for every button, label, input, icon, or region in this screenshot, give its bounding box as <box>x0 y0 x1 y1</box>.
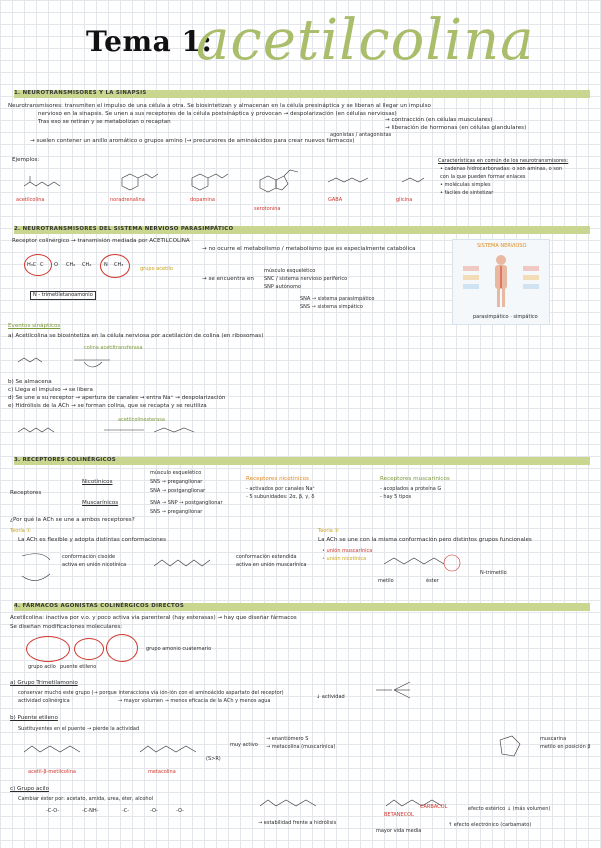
t2-label: N-trimetilo <box>480 570 507 576</box>
acyl-group: -C-NH- <box>82 808 99 814</box>
right-label: muscarina <box>540 736 567 742</box>
receptores-label: Receptores <box>10 490 42 496</box>
conf-text: activa en unión nicotínica <box>62 562 127 568</box>
question: ¿Por qué la ACh se une a ambos receptores? <box>10 517 135 523</box>
target-item: SNS → preganglionar <box>150 509 203 515</box>
acyl-group: -O- <box>150 808 158 814</box>
atom-label: O <box>54 262 58 268</box>
bridge-circle <box>74 638 104 660</box>
text-line: → enantiómero S <box>266 736 309 742</box>
note: efecto estérico ↓ (más volumen) <box>468 806 551 812</box>
muscarinicos-label: Muscarínicos <box>82 500 119 506</box>
hydrolysis-sketch <box>14 420 244 442</box>
cisoid-structure <box>12 546 62 592</box>
enzyme-label: acetilcolinesterasa <box>118 417 165 423</box>
text-line: c) Llega el impulso → se libera <box>8 387 93 393</box>
atom-label: CH₂ <box>82 262 92 268</box>
drug-label: BETANECOL <box>384 812 414 818</box>
section-heading: 3. RECEPTORES COLINÉRGICOS <box>14 457 116 463</box>
mol-label: metacolina <box>148 769 176 775</box>
target-item: SNA → SNP → postganglionar <box>150 500 223 506</box>
example-label: glicina <box>396 197 413 203</box>
text-line: Sustituyentes en el puente → pierde la actividad <box>18 726 140 732</box>
text-line: La ACh es flexible y adopta distintas conformaciones <box>18 537 166 543</box>
text-line: Tras eso se retiran y se metabolizan o recaptan <box>38 119 171 125</box>
example-label: noradrenalina <box>110 197 145 203</box>
section-heading: 4. FÁRMACOS AGONISTAS COLINÉRGICOS DIRECTOS <box>14 603 185 609</box>
note: → estabilidad frente a hidrólisis <box>258 820 337 826</box>
section-heading: 2. NEUROTRANSMISORES DEL SISTEMA NERVIOSO PARASIMPÁTICO <box>14 226 234 232</box>
structures-row <box>10 166 430 206</box>
mol-label: acetil-β-metilcolina <box>28 769 76 775</box>
examples-label: Ejemplos: <box>12 157 40 163</box>
subsection-heading: b) Puente etileno <box>10 715 58 721</box>
nic-item: - 5 subunidades: 2α, β, γ, δ <box>246 494 315 500</box>
muscarine-ring <box>486 730 536 766</box>
right-item: • fáciles de sintetizar <box>440 190 494 196</box>
mus-item: - hay 5 tipos <box>380 494 412 500</box>
text-line: Neurotransmisores: transmiten el impulso de una célula a otra. Se biosintetizan y almacenan en la célula presináptica y se liberan al llegar un impulso <box>8 103 431 109</box>
mus-item: - acoplados a proteína G <box>380 486 442 492</box>
group-label: grupo amonio cuaternario <box>146 646 212 652</box>
acyl-group: -C-O- <box>46 808 60 814</box>
right-item: con la que pueden formar enlaces <box>440 174 526 180</box>
subsection-heading: Eventos sinápticos <box>8 323 61 329</box>
text-line: SNA → sistema parasimpático <box>300 296 375 302</box>
right-label: metilo en posición β <box>540 744 591 750</box>
reaction-sketch <box>14 350 134 374</box>
t2-item: • unión muscarínica <box>322 548 373 554</box>
text-line: SNS → sistema simpático <box>300 304 363 310</box>
atom-label: CH₃ <box>114 262 124 268</box>
text-line: → suelen contener un anillo aromático o grupos amino (→ precursores de aminoácidos para crear nuevos fármacos) <box>30 138 355 144</box>
text-line: conservar mucho este grupo (→ porque interacciona vía ión-ión con el aminoácido aspartato del receptor) <box>18 690 284 696</box>
atom-label: C <box>40 262 44 268</box>
conf-text: activa en unión muscarínica <box>236 562 307 568</box>
text-line: Se diseñan modificaciones moleculares: <box>10 624 123 630</box>
text-line: ↓ actividad <box>316 694 345 700</box>
right-item: • cadenas hidrocarbonadas: o son aminas, o son <box>440 166 563 172</box>
text-line: Cambiar éster por: acetato, amida, urea, éter, alcohol <box>18 796 154 802</box>
right-item: • moléculas simples <box>440 182 491 188</box>
acyl-group: -O- <box>176 808 184 814</box>
conf-text: conformación extendida <box>236 554 297 560</box>
teoria-label: Teoría ① <box>10 528 31 534</box>
note: ↑ efecto electrónico (carbamato) <box>448 822 532 828</box>
example-label: serotonina <box>254 206 281 212</box>
teoria-label: Teoría ② <box>318 528 339 534</box>
text-line: Receptor colinérgico → transmisión mediada por ACETILCOLINA <box>12 238 190 244</box>
text-line: → metacolina (muscarínica) <box>266 744 336 750</box>
amonium-structure <box>370 676 440 706</box>
note: mayor vida media <box>376 828 422 834</box>
text-line: muy activo <box>230 742 258 748</box>
text-line: nervioso en la sinapsis. Se unen a sus receptores de la célula postsináptica y provocan → despolarización (en células nerviosas) <box>38 111 397 117</box>
text-line: Acetilcolina: inactiva por v.o. y poco activa vía parenteral (hay esterasas) → hay que diseñar fármacos <box>10 615 297 621</box>
text-line: La ACh se une con la misma conformación pero distintos grupos funcionales <box>318 537 532 543</box>
infographic-title: SISTEMA NERVIOSO <box>477 243 527 249</box>
text-line: actividad colinérgica <box>18 698 70 704</box>
right-title: Características en común de los neurotransmisores: <box>438 158 569 164</box>
example-label: GABA <box>328 197 343 203</box>
text-line: → se encuentra en <box>202 276 254 282</box>
atom-label: N <box>104 262 108 268</box>
text-line: a) Acetilcolina se biosintetiza en la célula nerviosa por acetilación de colina (en ribosomas) <box>8 333 264 339</box>
drug-label: CARBACOL <box>420 804 448 810</box>
conf-text: conformación cisoide <box>62 554 116 560</box>
group-label: puente etileno <box>60 664 97 670</box>
enzyme-label: colina acetiltransferasa <box>84 345 143 351</box>
subsection-heading: c) Grupo acilo <box>10 786 50 792</box>
n-label-box: N - trimetiletanoamonio <box>30 291 96 300</box>
text-line: → mayor volumen → menos eficacia de la ACh y menos agua <box>118 698 271 704</box>
text-line: b) Se almacena <box>8 379 52 385</box>
text-line: SNC / sistema nervioso periférico <box>264 276 348 282</box>
tema-title: Tema 1: <box>86 25 213 58</box>
text-line: d) Se une a su receptor → apertura de canales → entra Na⁺ → despolarización <box>8 395 226 401</box>
target-item: SNS → preganglionar <box>150 479 203 485</box>
t2-label: éster <box>426 578 439 584</box>
text-line: → liberación de hormonas (en células glandulares) <box>385 125 527 131</box>
atom-label: CH₂ <box>66 262 76 268</box>
text-line: → no ocurre el metabolismo / metabolismo que es especialmente catabólica <box>202 246 416 252</box>
subsection-heading: a) Grupo Trimetilamonio <box>10 680 78 686</box>
extended-structure <box>150 552 230 574</box>
target-item: músculo esquelético <box>150 470 202 476</box>
section-heading: 1. NEUROTRANSMISORES Y LA SINAPSIS <box>14 90 147 96</box>
acyl-circle <box>26 636 70 662</box>
example-label: acetilcolina <box>16 197 45 203</box>
text-line: SNP autónomo <box>264 284 301 290</box>
metacoline-structures <box>20 734 220 766</box>
group-label: grupo acetilo <box>140 266 173 272</box>
group-label: grupo acilo <box>28 664 56 670</box>
main-title: acetilcolina <box>196 8 535 73</box>
amine-circle <box>106 634 138 662</box>
text-line: e) Hidrólisis de la ACh → se forman colina, que se recapta y se reutiliza <box>8 403 207 409</box>
mus-title: Receptores muscarínicos <box>380 476 450 482</box>
body-figure-icon <box>457 252 545 312</box>
atom-label: H₃C <box>27 262 37 268</box>
text-line: músculo esquelético <box>264 268 316 274</box>
nic-title: Receptores nicotínicos <box>246 476 309 482</box>
text-line: → contracción (en células musculares) <box>385 117 493 123</box>
text-line: (S>R) <box>206 756 221 762</box>
acyl-group: -C- <box>122 808 130 814</box>
infographic-subtitle: parasimpático · simpático <box>473 314 538 320</box>
t2-item: • unión nicotínica <box>322 556 367 562</box>
nervous-system-infographic <box>452 239 550 325</box>
example-label: dopamina <box>190 197 215 203</box>
text-line: agonistas / antagonistas <box>330 132 392 138</box>
nic-item: - activados por canales Na⁺ <box>246 486 316 492</box>
t2-label: metilo <box>378 578 394 584</box>
target-item: SNA → postganglionar <box>150 488 206 494</box>
nicotinicos-label: Nicotínicos <box>82 479 113 485</box>
